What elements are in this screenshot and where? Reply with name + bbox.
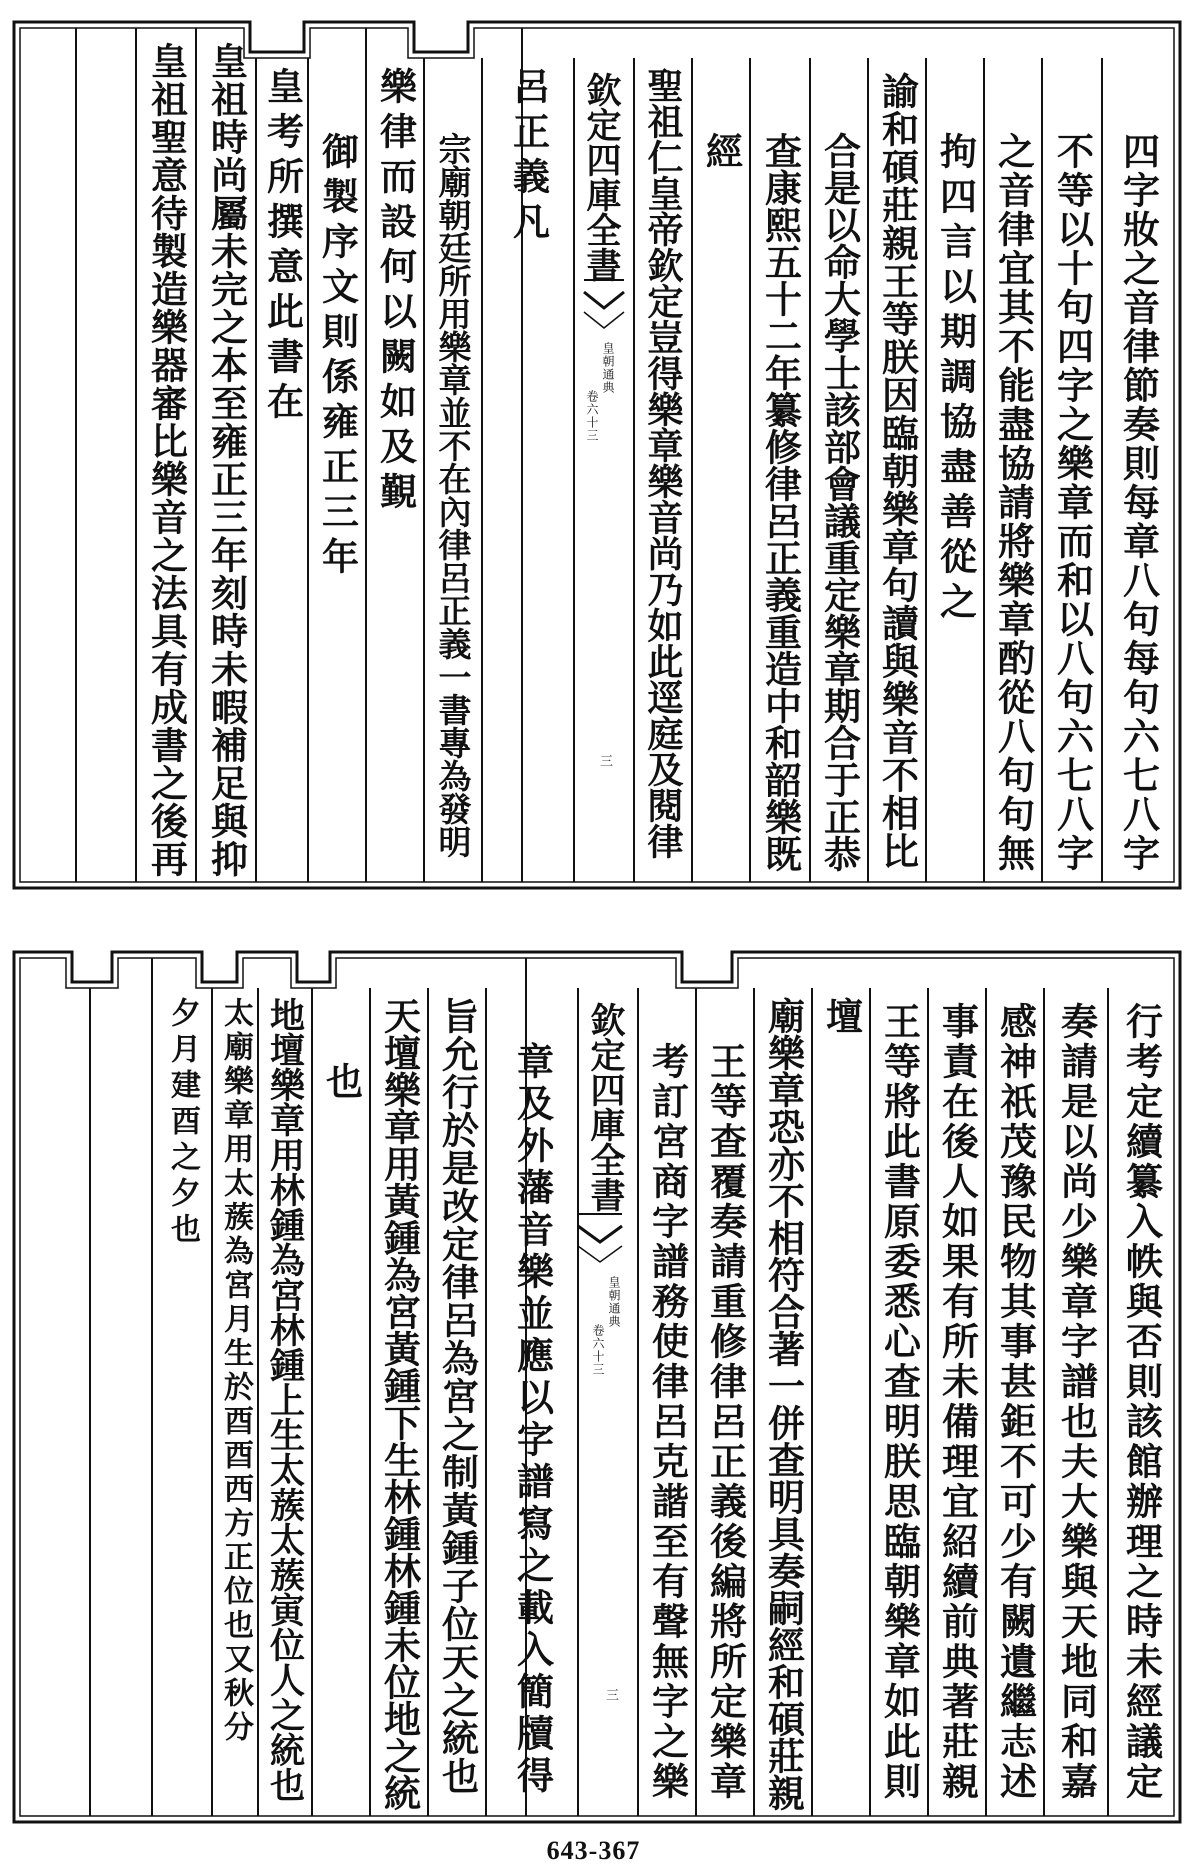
text-column — [370, 942, 428, 1824]
top-page-leaf — [12, 12, 1182, 890]
text-column — [696, 942, 754, 1824]
column-text: 四字妝之音律節奏則每章八句每句六七八字 — [1116, 132, 1161, 873]
text-column — [638, 942, 696, 1824]
column-text: 天壇樂章用黃鍾為宮黃鍾下生林鍾林鍾未位地之統 — [377, 997, 422, 1811]
column-text: 不等以十句四字之樂章而和以八句六七八字 — [1050, 132, 1095, 873]
column-text: 之音律宜其不能盡協請將樂章酌從八句句無 — [991, 132, 1036, 873]
banner-book-name: 皇朝通典 — [601, 342, 615, 394]
text-column — [810, 12, 868, 890]
banner-book-name: 皇朝通典 — [607, 1276, 621, 1328]
text-column — [1044, 942, 1108, 1824]
banner-column — [574, 12, 634, 890]
text-column — [870, 942, 928, 1824]
column-text: 呂正義凡 — [506, 67, 551, 247]
column-text: 也 — [319, 1062, 364, 1107]
column-text: 樂律而設何以闕如及覲 — [373, 67, 418, 517]
banner-volume: 卷六十三 — [585, 390, 599, 442]
text-column — [258, 942, 312, 1824]
text-column — [152, 942, 212, 1824]
column-text: 合是以命大學士該部會議重定樂章期合于正恭 — [817, 132, 862, 872]
column-text: 皇祖時尚屬未完之本至雍正三年刻時未暇補足與抑 — [204, 42, 249, 878]
text-column — [986, 942, 1044, 1824]
text-column — [1042, 12, 1102, 890]
page-code: 643-367 — [546, 1836, 641, 1865]
text-column — [750, 12, 810, 890]
text-column — [428, 942, 486, 1824]
text-column — [482, 12, 574, 890]
column-text: 查康熙五十二年纂修律呂正義重造中和韶樂既 — [758, 132, 803, 872]
column-text: 地壇樂章用林鍾為宮林鍾上生太蔟太蔟寅位人之統也 — [264, 997, 306, 1802]
column-text: 王等將此書原委悉心查明朕思臨朝樂章如此則 — [877, 1002, 922, 1802]
text-column — [256, 12, 308, 890]
banner-column — [578, 942, 638, 1824]
column-text: 諭和碩莊親王等朕因臨朝樂章句讀與樂音不相比 — [875, 72, 920, 870]
column-text: 行考定續纂入帙與否則該館辦理之時未經議定 — [1119, 1002, 1164, 1802]
text-column — [754, 942, 812, 1824]
text-column — [312, 942, 370, 1824]
text-column — [692, 12, 750, 890]
column-text: 王等查覆奏請重修律呂正義後編將所定樂章 — [703, 1042, 748, 1802]
text-column — [928, 942, 986, 1824]
column-text: 旨允行於是改定律呂為宮之制黃鍾子位天之統也 — [435, 997, 480, 1795]
column-text: 經 — [699, 132, 744, 177]
text-column — [308, 12, 366, 890]
text-column — [196, 12, 256, 890]
text-column — [366, 12, 424, 890]
bottom-page-leaf — [12, 942, 1182, 1824]
column-text: 太廟樂章用太蔟為宮月生於酉酉西方正位也又秋分 — [218, 997, 253, 1745]
text-column — [868, 12, 926, 890]
column-text: 廟樂章恐亦不相符合著一併查明具奏嗣經和碩莊親 — [761, 997, 806, 1811]
banner-title: 欽定四庫全書 — [581, 72, 622, 282]
text-column — [136, 12, 196, 890]
text-column — [1108, 942, 1174, 1824]
column-text: 感神祇茂豫民物其事甚鉅不可少有闕遺繼志述 — [993, 1002, 1038, 1802]
banner-title: 欽定四庫全書 — [585, 1002, 626, 1212]
text-column — [212, 942, 258, 1824]
column-text: 聖祖仁皇帝欽定豈得樂章樂音尚乃如此逕庭及閱律 — [642, 67, 684, 859]
column-text: 宗廟朝廷所用樂章並不在內律呂正義一書專為發明 — [433, 132, 473, 858]
column-text: 奏請是以尚少樂章字譜也夫大樂與天地同和嘉 — [1054, 1002, 1099, 1802]
column-text: 考訂宮商字譜務使律呂克諧至有聲無字之樂 — [645, 1042, 690, 1802]
banner-page-number: 三 — [597, 754, 612, 767]
column-text: 章及外藩音樂並應以字譜寫之載入簡牘得 — [510, 1042, 555, 1798]
text-column — [486, 942, 578, 1824]
text-column — [812, 942, 870, 1824]
text-column — [926, 12, 984, 890]
column-text: 皇考所撰意此書在 — [260, 67, 305, 427]
column-text: 事責在後人如果有所未備理宜紹續前典著莊親 — [935, 1002, 980, 1802]
column-text: 御製序文則係雍正三年 — [315, 132, 360, 582]
text-column — [634, 12, 692, 890]
column-text: 拘四言以期調協盡善從之 — [933, 132, 978, 627]
banner-page-number: 三 — [603, 1688, 618, 1701]
text-column — [984, 12, 1042, 890]
text-column — [424, 12, 482, 890]
column-text: 壇 — [819, 997, 864, 1042]
column-text: 皇祖聖意待製造樂器審比樂音之法具有成書之後再 — [144, 42, 189, 878]
text-column — [1102, 12, 1174, 890]
column-text: 夕月建酉之夕也 — [165, 997, 200, 1249]
banner-volume: 卷六十三 — [591, 1324, 605, 1376]
